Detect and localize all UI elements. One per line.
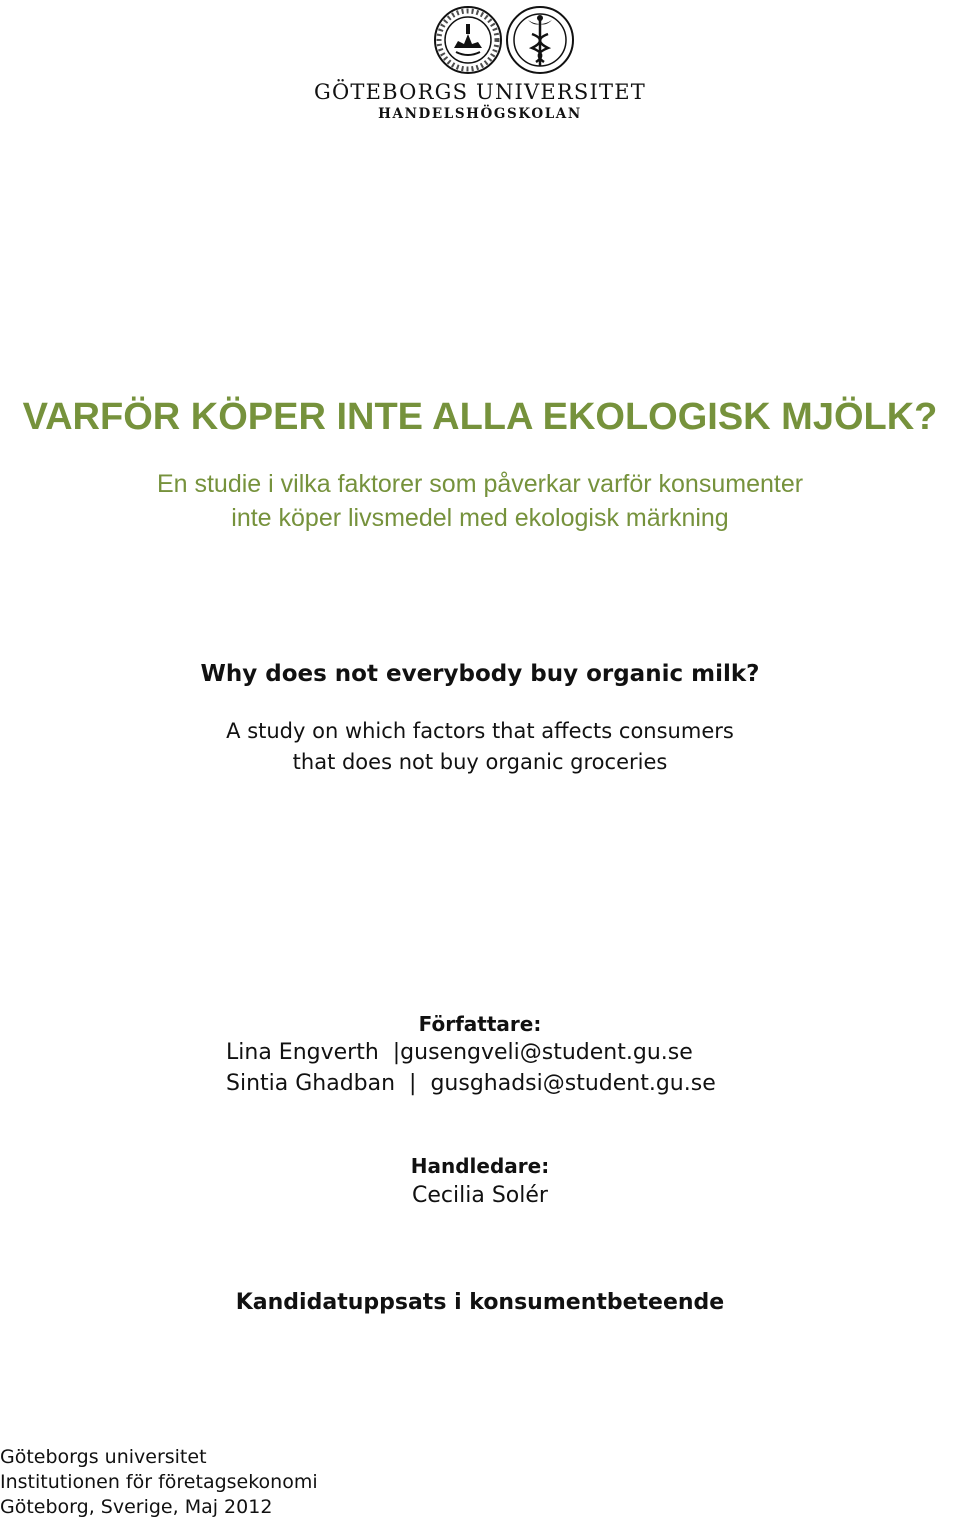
university-seal-icon [435,7,501,73]
school-name: HANDELSHÖGSKOLAN [378,106,582,122]
swedish-subtitle [0,467,960,535]
supervisor-name: Cecilia Solér [412,1183,548,1208]
supervisor-label: Handledare: [410,1154,550,1178]
english-subtitle [0,716,960,778]
university-name: GÖTEBORGS UNIVERSITET [314,80,646,104]
logo-seals [432,4,576,76]
swedish-subtitle-line-2: inte köper livsmedel med ekologisk märkning [231,504,729,532]
footer-university: Göteborgs universitet [0,1446,207,1468]
author-line-2: Sintia Ghadban | gusghadsi@student.gu.se [226,1071,716,1096]
authors-label: Författare: [418,1012,542,1036]
english-subtitle-line-2: that does not buy organic groceries [292,750,668,774]
caduceus-seal-icon [507,7,573,73]
footer-department: Institutionen för företagsekonomi [0,1471,318,1493]
footer-place-date: Göteborg, Sverige, Maj 2012 [0,1496,273,1518]
english-subtitle-line-1: A study on which factors that affects consumers [226,719,734,743]
swedish-subtitle-line-1: En studie i vilka faktorer som påverkar varför konsumenter [156,470,804,498]
thesis-type: Kandidatuppsats i konsumentbeteende [235,1290,725,1315]
swedish-title: VARFÖR KÖPER INTE ALLA EKOLOGISK MJÖLK? [22,396,938,438]
author-line-1: Lina Engverth |gusengveli@student.gu.se [226,1040,693,1065]
english-title: Why does not everybody buy organic milk? [200,661,760,687]
